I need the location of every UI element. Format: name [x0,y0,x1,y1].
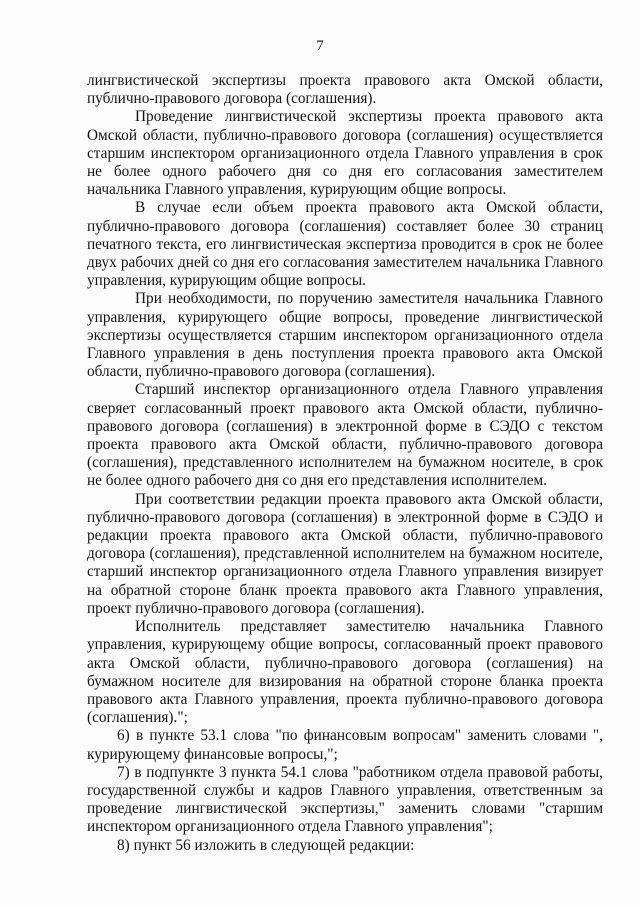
paragraph-urgent-review: При необходимости, по поручению заместителя начальника Главного управления, курирующего общие вопросы, проведение лингвистической экспертизы осуществляется старшим инспектором организационного отдела Главного управления в день поступления проекта правового акта Омской области, публично-правового договора (соглашения). [87,290,603,381]
paragraph-executor-submission: Исполнитель представляет заместителю начальника Главного управления, курирующему общие вопросы, согласованный проект правового акта Омской области, публично-правового договора (соглашения) на бумажном носителе для визирования на обратной стороне бланка проекта правового акта Главного управления, проекта публично-правового договора (соглашения)."; [87,618,603,727]
paragraph-item-8: 8) пункт 56 изложить в следующей редакции: [117,836,415,854]
paragraph-item-6: 6) в пункте 53.1 слова "по финансовым вопросам" заменить словами ", курирующему финансовые вопросы,"; [87,727,603,763]
paragraph-item-7: 7) в подпункте 3 пункта 54.1 слова "работником отдела правовой работы, государственной службы и кадров Главного управления, ответственным за проведение лингвистической экспертизы," заменить словами "старшим инспектором организационного отдела Главного управления"; [87,763,603,836]
page-number: 7 [316,38,324,54]
document-body [87,72,603,855]
paragraph-verification: Старший инспектор организационного отдела Главного управления сверяет согласованный проект правового акта Омской области, публично-правового договора (соглашения) в электронной форме в СЭДО с текстом проекта правового акта Омской области, публично-правового договора (соглашения), представленного исполнителем на бумажном носителе, в срок не более одного рабочего дня со дня его представления исполнителем. [87,381,603,490]
paragraph-large-volume: В случае если объем проекта правового акта Омской области, публично-правового договора (соглашения) составляет более 30 страниц печатного текста, его лингвистическая экспертиза проводится в срок не более двух рабочих дней со дня его согласования заместителем начальника Главного управления, курирующим общие вопросы. [87,199,603,290]
paragraph-continuation: лингвистической экспертизы проекта правового акта Омской области, публично-правового договора (соглашения). [87,72,603,108]
paragraph-approval-visa: При соответствии редакции проекта правового акта Омской области, публично-правового договора (соглашения) в электронной форме в СЭДО и редакции проекта правового акта Омской области, публично-правового договора (соглашения), представленной исполнителем на бумажном носителе, старший инспектор организационного отдела Главного управления визирует на обратной стороне бланк проекта правового акта Главного управления, проект публично-правового договора (соглашения). [87,490,603,617]
paragraph-linguistic-review-term: Проведение лингвистической экспертизы проекта правового акта Омской области, публично-правового договора (соглашения) осуществляется старшим инспектором организационного отдела Главного управления в срок не более одного рабочего дня со дня его согласования заместителем начальника Главного управления, курирующим общие вопросы. [87,108,603,199]
